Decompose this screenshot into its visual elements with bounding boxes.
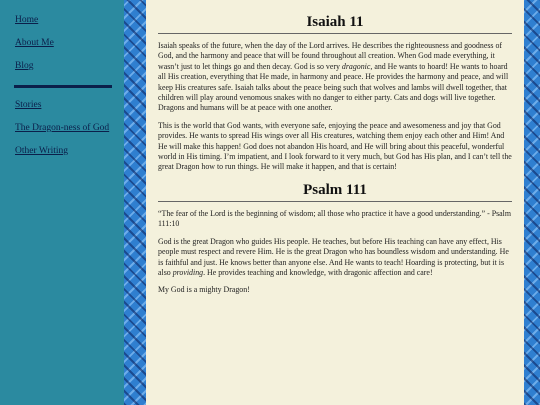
paragraph-text: Isaiah speaks of the future, when the day of the Lord arrives. He describes the righteousness and goodness of God, and the harmony and peace that will be found throughout all creation. When God made everything, it wasn’t just to let things go and then decay. God is so very: [158, 41, 503, 71]
paragraph-text: . He provides teaching and knowledge, with dragonic affection and care!: [203, 267, 433, 277]
nav-link-other-writing[interactable]: Other Writing: [15, 146, 69, 156]
paragraph: This is the world that God wants, with everyone safe, enjoying the peace and awesomeness and joy that God provides. He wants to spread His wings over all His creatures, watching them enjoy each other and Him! And He will make this happen! God does not abandon His hoard, and He will bring about this peaceful, wonderful world in His timing. I’m impatient, and I look forward to it very much, but God has His plan, and I can’t tell the great Dragon how to run things. He will make it happen, and that is certain!: [158, 120, 512, 172]
paragraph: [158, 41, 512, 114]
paragraph-quote: “The fear of the Lord is the beginning of wisdom; all those who practice it have a good understanding.” - Psalm 111:10: [158, 208, 512, 229]
decorative-scale-border-left: [124, 0, 146, 405]
nav-link-about-me[interactable]: About Me: [15, 38, 54, 48]
emphasis-text: dragonic: [341, 61, 371, 71]
paragraph: [158, 237, 512, 279]
nav-link-stories[interactable]: Stories: [15, 100, 42, 110]
main-content: [146, 0, 524, 405]
section-title-isaiah-11: Isaiah 11: [158, 12, 512, 34]
nav-link-blog[interactable]: Blog: [15, 61, 34, 71]
sidebar: [0, 0, 124, 405]
section-title-psalm-111: Psalm 111: [158, 180, 512, 202]
nav-link-home[interactable]: Home: [15, 15, 39, 25]
paragraph: My God is a mighty Dragon!: [158, 285, 250, 295]
emphasis-text: providing: [172, 267, 204, 277]
nav-link-dragon-ness-of-god[interactable]: The Dragon-ness of God: [15, 123, 110, 133]
paragraph-text: , and He wants to hoard! He wants to hoard all His creation, everything that He made, in harmony and peace. He provides the harmony and peace, and will keep His creatures safe. Isaiah talks about the peace being such that wolves and lambs will dwell together, that children will play around venomous snakes with no danger to either party. Cats and dogs will live together. Dragons and humans will be at peace with one another.: [158, 61, 509, 113]
paragraph-text: God is the great Dragon who guides His people. He teaches, but before His teaching can have any effect, His people must respect and revere Him. He is the great Dragon who has boundless wisdom and understanding. He is faithful and just. He knows better than anyone else. And He wants to teach! Hoarding is protecting, but it is also: [158, 236, 509, 277]
sidebar-divider: [14, 85, 112, 88]
decorative-scale-border-right: [524, 0, 540, 405]
